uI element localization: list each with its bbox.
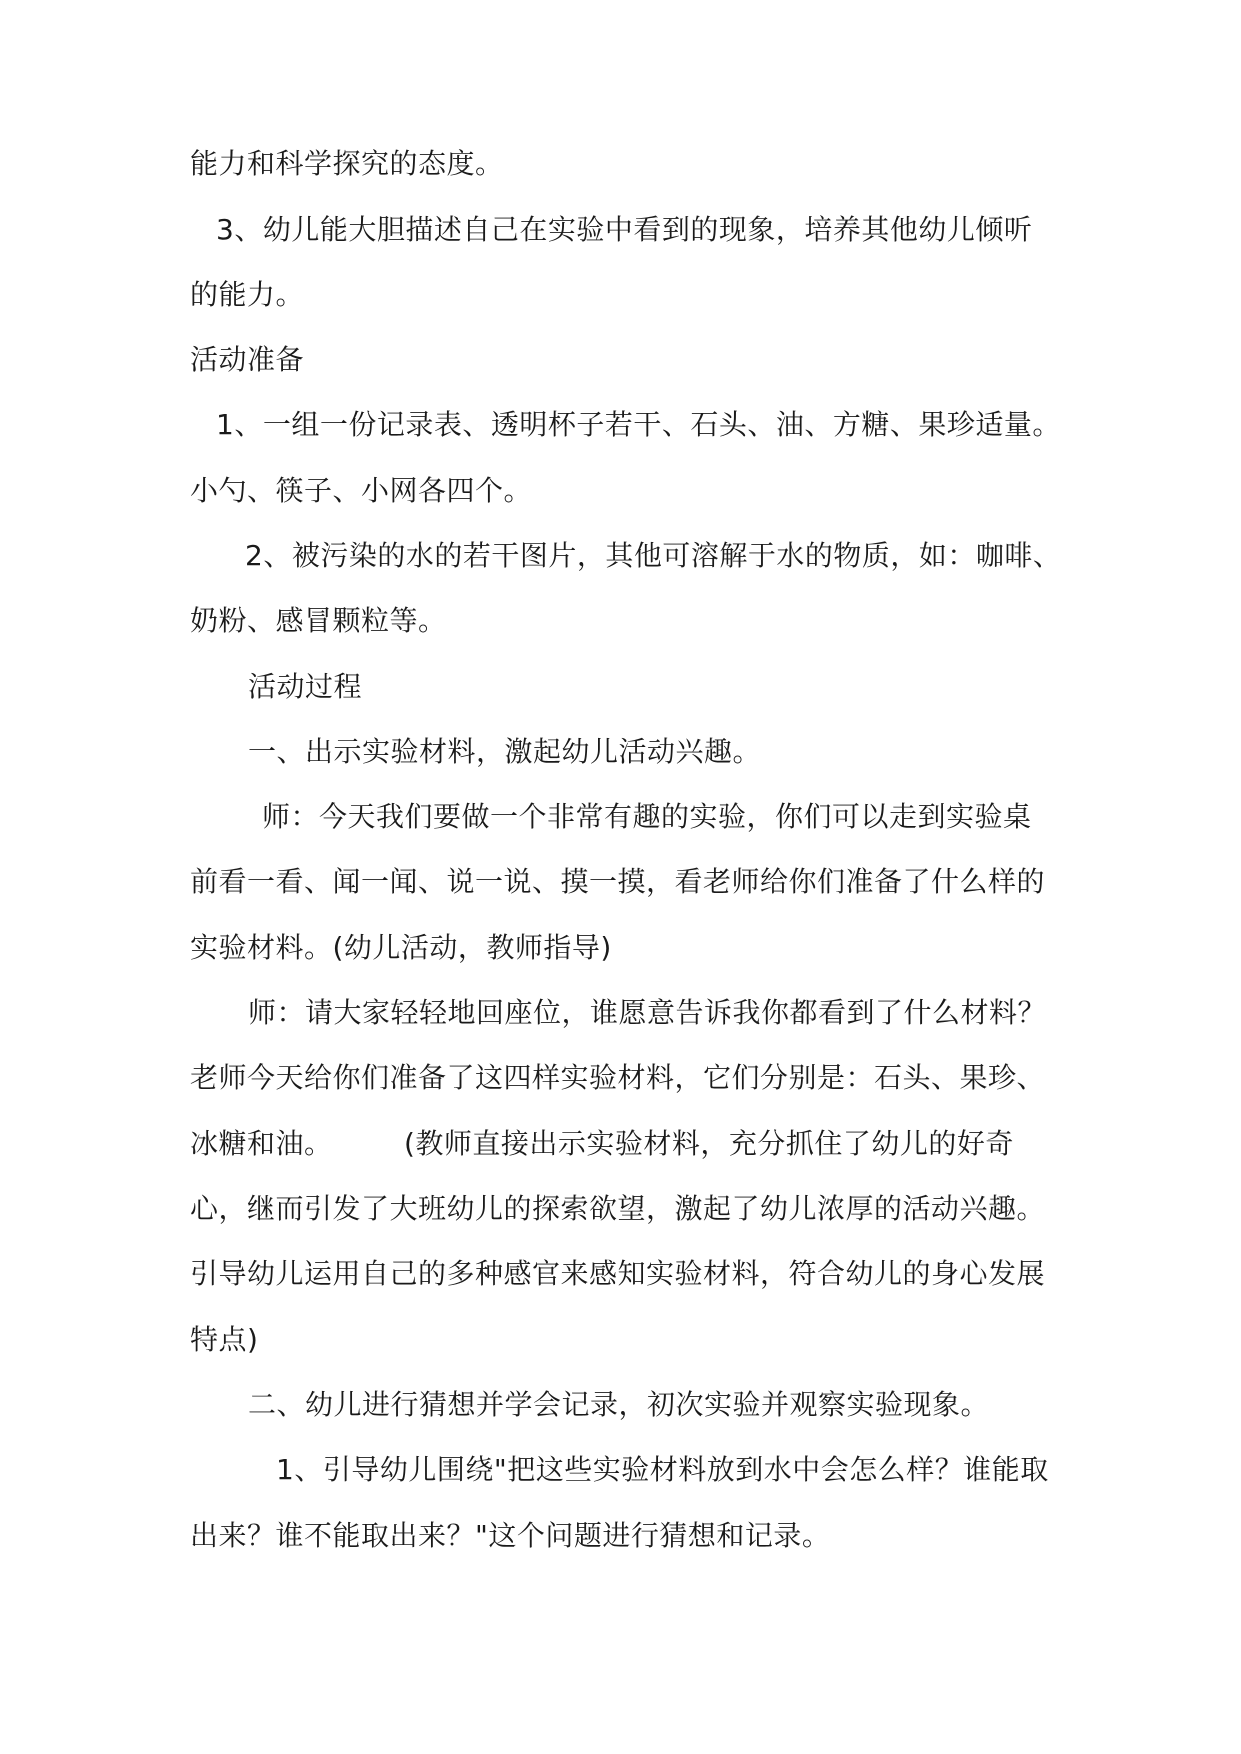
text-line-12: 前看一看、闻一闻、说一说、摸一摸，看老师给你们准备了什么样的	[190, 865, 1046, 898]
text-line-14: 师：请大家轻轻地回座位，谁愿意告诉我你都看到了什么材料？	[248, 996, 1047, 1029]
text-line-1: 能力和科学探究的态度。	[190, 147, 504, 180]
text-line-3: 的能力。	[190, 278, 305, 311]
text-line-21: 1、引导幼儿围绕"把这些实验材料放到水中会怎么样？谁能取	[276, 1453, 1049, 1486]
section-heading-preparation: 活动准备	[190, 343, 305, 376]
text-line-20: 二、幼儿进行猜想并学会记录，初次实验并观察实验现象。	[248, 1388, 990, 1421]
text-line-17: 心，继而引发了大班幼儿的探索欲望，激起了幼儿浓厚的活动兴趣。	[190, 1192, 1046, 1225]
text-line-6: 小勺、筷子、小网各四个。	[190, 474, 533, 507]
text-line-19: 特点)	[190, 1323, 259, 1356]
text-line-5: 1、一组一份记录表、透明杯子若干、石头、油、方糖、果珍适量。	[216, 408, 1061, 441]
text-line-10: 一、出示实验材料，激起幼儿活动兴趣。	[248, 735, 762, 768]
text-line-13: 实验材料。(幼儿活动，教师指导)	[190, 931, 612, 964]
text-line-7: 2、被污染的水的若干图片，其他可溶解于水的物质，如：咖啡、	[245, 539, 1062, 572]
text-line-16: 冰糖和油。 (教师直接出示实验材料，充分抓住了幼儿的好奇	[190, 1127, 1014, 1160]
text-line-8: 奶粉、感冒颗粒等。	[190, 604, 447, 637]
text-line-11: 师：今天我们要做一个非常有趣的实验，你们可以走到实验桌	[262, 800, 1032, 833]
text-line-2: 3、幼儿能大胆描述自己在实验中看到的现象，培养其他幼儿倾听	[216, 213, 1033, 246]
text-line-15: 老师今天给你们准备了这四样实验材料，它们分别是：石头、果珍、	[190, 1061, 1046, 1094]
text-line-22: 出来？谁不能取出来？"这个问题进行猜想和记录。	[190, 1519, 831, 1552]
text-line-18: 引导幼儿运用自己的多种感官来感知实验材料，符合幼儿的身心发展	[190, 1257, 1046, 1290]
section-heading-process: 活动过程	[248, 670, 363, 703]
